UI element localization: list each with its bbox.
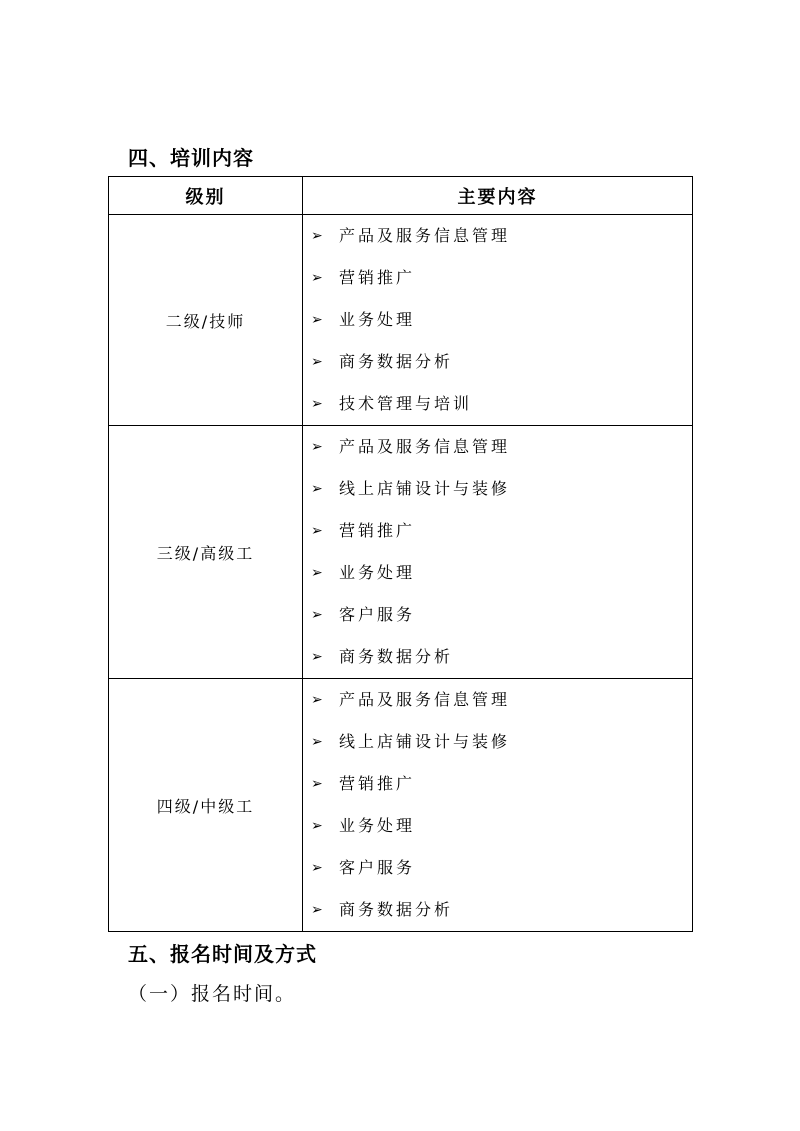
arrow-bullet-icon: ➢: [311, 902, 326, 918]
list-item: [303, 468, 692, 510]
table-row: [109, 426, 693, 679]
header-content: 主要内容: [303, 177, 693, 215]
arrow-bullet-icon: ➢: [311, 481, 326, 497]
arrow-bullet-icon: ➢: [311, 607, 326, 623]
level-cell: 三级/高级工: [109, 426, 303, 679]
training-content-table: [108, 176, 693, 932]
arrow-bullet-icon: ➢: [311, 439, 326, 455]
list-item-text: 营销推广: [339, 268, 416, 287]
list-item-text: 客户服务: [339, 605, 416, 624]
content-list: [303, 215, 692, 425]
list-item: [303, 805, 692, 847]
list-item: [303, 889, 692, 931]
list-item: [303, 552, 692, 594]
list-item-text: 产品及服务信息管理: [339, 437, 511, 456]
list-item-text: 商务数据分析: [339, 647, 454, 666]
arrow-bullet-icon: ➢: [311, 649, 326, 665]
arrow-bullet-icon: ➢: [311, 312, 326, 328]
arrow-bullet-icon: ➢: [311, 523, 326, 539]
section-4-heading: 四、培训内容: [128, 146, 254, 170]
arrow-bullet-icon: ➢: [311, 228, 326, 244]
arrow-bullet-icon: ➢: [311, 396, 326, 412]
list-item: [303, 847, 692, 889]
list-item-text: 产品及服务信息管理: [339, 690, 511, 709]
arrow-bullet-icon: ➢: [311, 818, 326, 834]
section-5-heading: 五、报名时间及方式: [128, 942, 317, 966]
arrow-bullet-icon: ➢: [311, 270, 326, 286]
list-item-text: 产品及服务信息管理: [339, 226, 511, 245]
list-item: [303, 215, 692, 257]
list-item-text: 线上店铺设计与装修: [339, 479, 511, 498]
list-item: [303, 299, 692, 341]
table-row: [109, 215, 693, 426]
list-item-text: 技术管理与培训: [339, 394, 473, 413]
table-row: [109, 679, 693, 932]
level-cell: 四级/中级工: [109, 679, 303, 932]
list-item-text: 业务处理: [339, 816, 416, 835]
list-item-text: 商务数据分析: [339, 900, 454, 919]
level-cell: 二级/技师: [109, 215, 303, 426]
arrow-bullet-icon: ➢: [311, 776, 326, 792]
list-item: [303, 721, 692, 763]
list-item: [303, 257, 692, 299]
list-item-text: 业务处理: [339, 310, 416, 329]
list-item: [303, 510, 692, 552]
arrow-bullet-icon: ➢: [311, 734, 326, 750]
header-level: 级别: [109, 177, 303, 215]
list-item: [303, 383, 692, 425]
list-item-text: 业务处理: [339, 563, 416, 582]
list-item: [303, 763, 692, 805]
list-item-text: 营销推广: [339, 521, 416, 540]
content-cell: [303, 426, 693, 679]
list-item-text: 线上店铺设计与装修: [339, 732, 511, 751]
list-item: [303, 594, 692, 636]
list-item: [303, 679, 692, 721]
content-list: [303, 426, 692, 678]
content-list: [303, 679, 692, 931]
arrow-bullet-icon: ➢: [311, 565, 326, 581]
arrow-bullet-icon: ➢: [311, 354, 326, 370]
list-item-text: 商务数据分析: [339, 352, 454, 371]
list-item: [303, 636, 692, 678]
subheading-registration-time: （一）报名时间。: [128, 983, 297, 1005]
arrow-bullet-icon: ➢: [311, 860, 326, 876]
list-item-text: 营销推广: [339, 774, 416, 793]
list-item: [303, 341, 692, 383]
content-cell: [303, 215, 693, 426]
list-item-text: 客户服务: [339, 858, 416, 877]
arrow-bullet-icon: ➢: [311, 692, 326, 708]
content-cell: [303, 679, 693, 932]
list-item: [303, 426, 692, 468]
